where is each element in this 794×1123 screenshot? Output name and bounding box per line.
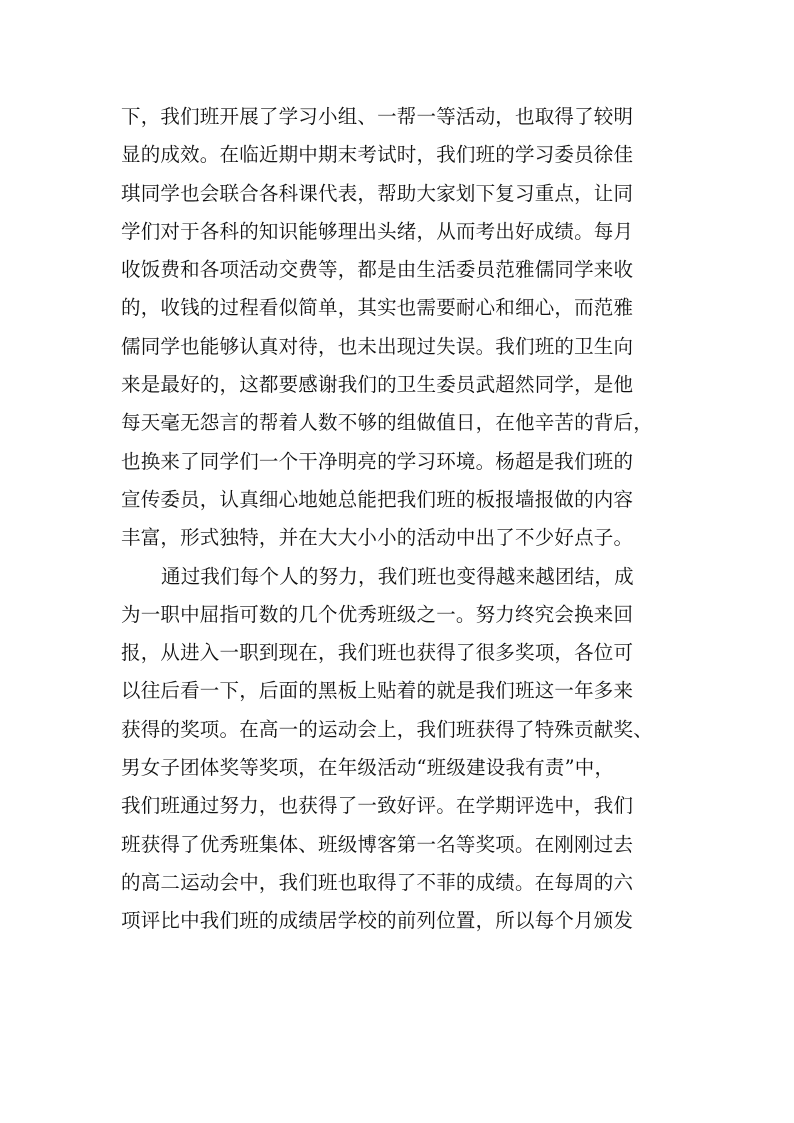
text-line: 每天毫无怨言的帮着人数不够的组做值日，在他辛苦的背后，	[121, 411, 653, 435]
text-line: 显的成效。在临近期中期末考试时，我们班的学习委员徐佳	[121, 143, 634, 167]
text-line: 的高二运动会中，我们班也取得了不菲的成绩。在每周的六	[121, 870, 634, 894]
text-line: 以往后看一下，后面的黑板上贴着的就是我们班这一年多来	[121, 679, 634, 703]
text-line: 报，从进入一职到现在，我们班也获得了很多奖项，各位可	[121, 641, 634, 665]
text-line: 儒同学也能够认真对待，也未出现过失误。我们班的卫生向	[121, 334, 634, 358]
text-line: 为一职中屈指可数的几个优秀班级之一。努力终究会换来回	[121, 602, 634, 626]
paragraph-1	[121, 98, 681, 558]
text-line: 宣传委员，认真细心地她总能把我们班的板报墙报做的内容	[121, 487, 634, 511]
text-line: 也换来了同学们一个干净明亮的学习环境。杨超是我们班的	[121, 449, 634, 473]
document-body	[121, 98, 681, 941]
text-line: 男女子团体奖等奖项，在年级活动“班级建设我有责”中，	[121, 756, 615, 780]
text-line: 下，我们班开展了学习小组、一帮一等活动，也取得了较明	[121, 105, 634, 128]
text-line: 班获得了优秀班集体、班级博客第一名等奖项。在刚刚过去	[121, 832, 634, 856]
paragraph-2	[121, 558, 681, 941]
text-line: 学们对于各科的知识能够理出头绪，从而考出好成绩。每月	[121, 219, 634, 243]
text-line: 的，收钱的过程看似简单，其实也需要耐心和细心，而范雅	[121, 296, 634, 320]
text-line: 收饭费和各项活动交费等，都是由生活委员范雅儒同学来收	[121, 258, 634, 282]
text-line: 丰富，形式独特，并在大大小小的活动中出了不少好点子。	[121, 526, 634, 550]
text-line-indented: 通过我们每个人的努力，我们班也变得越来越团结，成	[161, 564, 634, 588]
text-line: 我们班通过努力，也获得了一致好评。在学期评选中，我们	[121, 794, 634, 818]
text-line: 项评比中我们班的成绩居学校的前列位置，所以每个月颁发	[121, 909, 634, 933]
text-line: 来是最好的，这都要感谢我们的卫生委员武超然同学，是他	[121, 373, 634, 397]
text-line: 琪同学也会联合各科课代表，帮助大家划下复习重点，让同	[121, 181, 634, 205]
text-line: 获得的奖项。在高一的运动会上，我们班获得了特殊贡献奖、	[121, 717, 653, 741]
